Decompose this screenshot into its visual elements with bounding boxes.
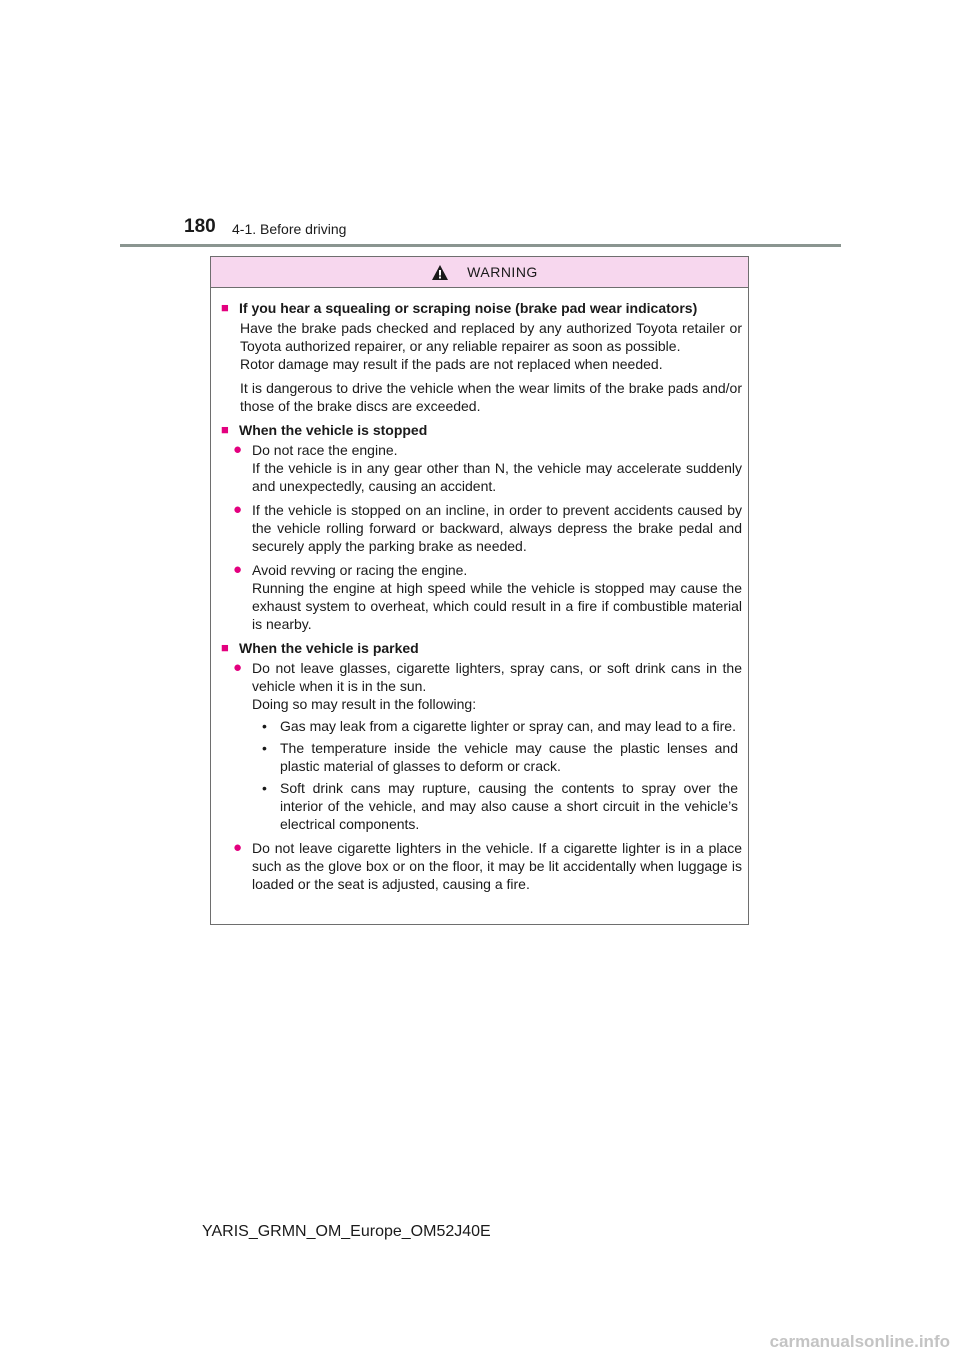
list-item bbox=[233, 659, 742, 713]
paragraph bbox=[240, 379, 742, 415]
section-title: 4-1. Before driving bbox=[232, 221, 347, 237]
document-code: YARIS_GRMN_OM_Europe_OM52J40E bbox=[202, 1223, 491, 1240]
watermark: carmanualsonline.info bbox=[769, 1332, 950, 1351]
section-heading-text: When the vehicle is parked bbox=[239, 640, 419, 656]
sub-list-item bbox=[262, 739, 738, 775]
list-item bbox=[233, 441, 742, 495]
list-item-line: Doing so may result in the following: bbox=[252, 696, 477, 712]
list-item-line: Do not race the engine. bbox=[252, 442, 398, 458]
paragraph-line: Rotor damage may result if the pads are not replaced when needed. bbox=[240, 356, 663, 372]
circle-bullet-icon: ● bbox=[233, 501, 243, 518]
section-heading bbox=[221, 299, 742, 317]
sub-list-item bbox=[262, 779, 738, 833]
warning-title: WARNING bbox=[467, 264, 538, 280]
sub-list-item-text: Gas may leak from a cigarette lighter or spray can, and may lead to a fire. bbox=[280, 718, 736, 734]
section-heading-text: If you hear a squealing or scraping noise (brake pad wear indicators) bbox=[239, 300, 698, 316]
paragraph bbox=[240, 319, 742, 373]
square-bullet-icon: ■ bbox=[221, 422, 229, 437]
section-heading bbox=[221, 421, 742, 439]
circle-bullet-icon: ● bbox=[233, 441, 243, 458]
sub-list-item-text: The temperature inside the vehicle may cause the plastic lenses and plastic material of glasses to deform or crack. bbox=[280, 740, 738, 774]
paragraph-line: Have the brake pads checked and replaced by any authorized Toyota retailer or Toyota authorized repairer, or any reliable repairer as soon as possible. bbox=[240, 320, 742, 354]
page-number: 180 bbox=[184, 216, 216, 237]
warning-header bbox=[211, 257, 748, 288]
circle-bullet-icon: ● bbox=[233, 561, 243, 578]
square-bullet-icon: ■ bbox=[221, 640, 229, 655]
list-item-line: If the vehicle is stopped on an incline, in order to prevent accidents caused by the vehicle rolling forward or backward, always depress the brake pedal and securely apply the parking brake as needed. bbox=[252, 502, 742, 554]
list-item-line: Avoid revving or racing the engine. bbox=[252, 562, 468, 578]
list-item bbox=[233, 561, 742, 633]
warning-body bbox=[211, 288, 748, 893]
warning-triangle-icon bbox=[431, 264, 449, 281]
dot-bullet-icon: • bbox=[262, 718, 267, 734]
list-item-line: Running the engine at high speed while the vehicle is stopped may cause the exhaust system to overheat, which could result in a fire if combustible material is nearby. bbox=[252, 580, 742, 632]
dot-bullet-icon: • bbox=[262, 780, 267, 796]
square-bullet-icon: ■ bbox=[221, 300, 229, 315]
circle-bullet-icon: ● bbox=[233, 659, 243, 676]
header-rule bbox=[120, 244, 841, 247]
list-item-line: If the vehicle is in any gear other than N, the vehicle may accelerate suddenly and unexpectedly, causing an accident. bbox=[252, 460, 742, 494]
warning-box bbox=[210, 256, 749, 925]
list-item-line: Do not leave cigarette lighters in the vehicle. If a cigarette lighter is in a place such as the glove box or on the floor, it may be lit accidentally when luggage is loaded or the seat is adjusted, causing a fire. bbox=[252, 840, 742, 892]
list-item-line: Do not leave glasses, cigarette lighters, spray cans, or soft drink cans in the vehicle when it is in the sun. bbox=[252, 660, 742, 694]
dot-bullet-icon: • bbox=[262, 740, 267, 756]
section-heading bbox=[221, 639, 742, 657]
paragraph-line: It is dangerous to drive the vehicle when the wear limits of the brake pads and/or those of the brake discs are exceeded. bbox=[240, 380, 742, 414]
circle-bullet-icon: ● bbox=[233, 839, 243, 856]
sub-list bbox=[240, 717, 742, 833]
list-item bbox=[233, 501, 742, 555]
list-item bbox=[233, 839, 742, 893]
section-heading-text: When the vehicle is stopped bbox=[239, 422, 428, 438]
sub-list-item-text: Soft drink cans may rupture, causing the contents to spray over the interior of the vehicle, and may also cause a short circuit in the vehicle’s electrical components. bbox=[280, 780, 738, 832]
sub-list-item bbox=[262, 717, 738, 735]
